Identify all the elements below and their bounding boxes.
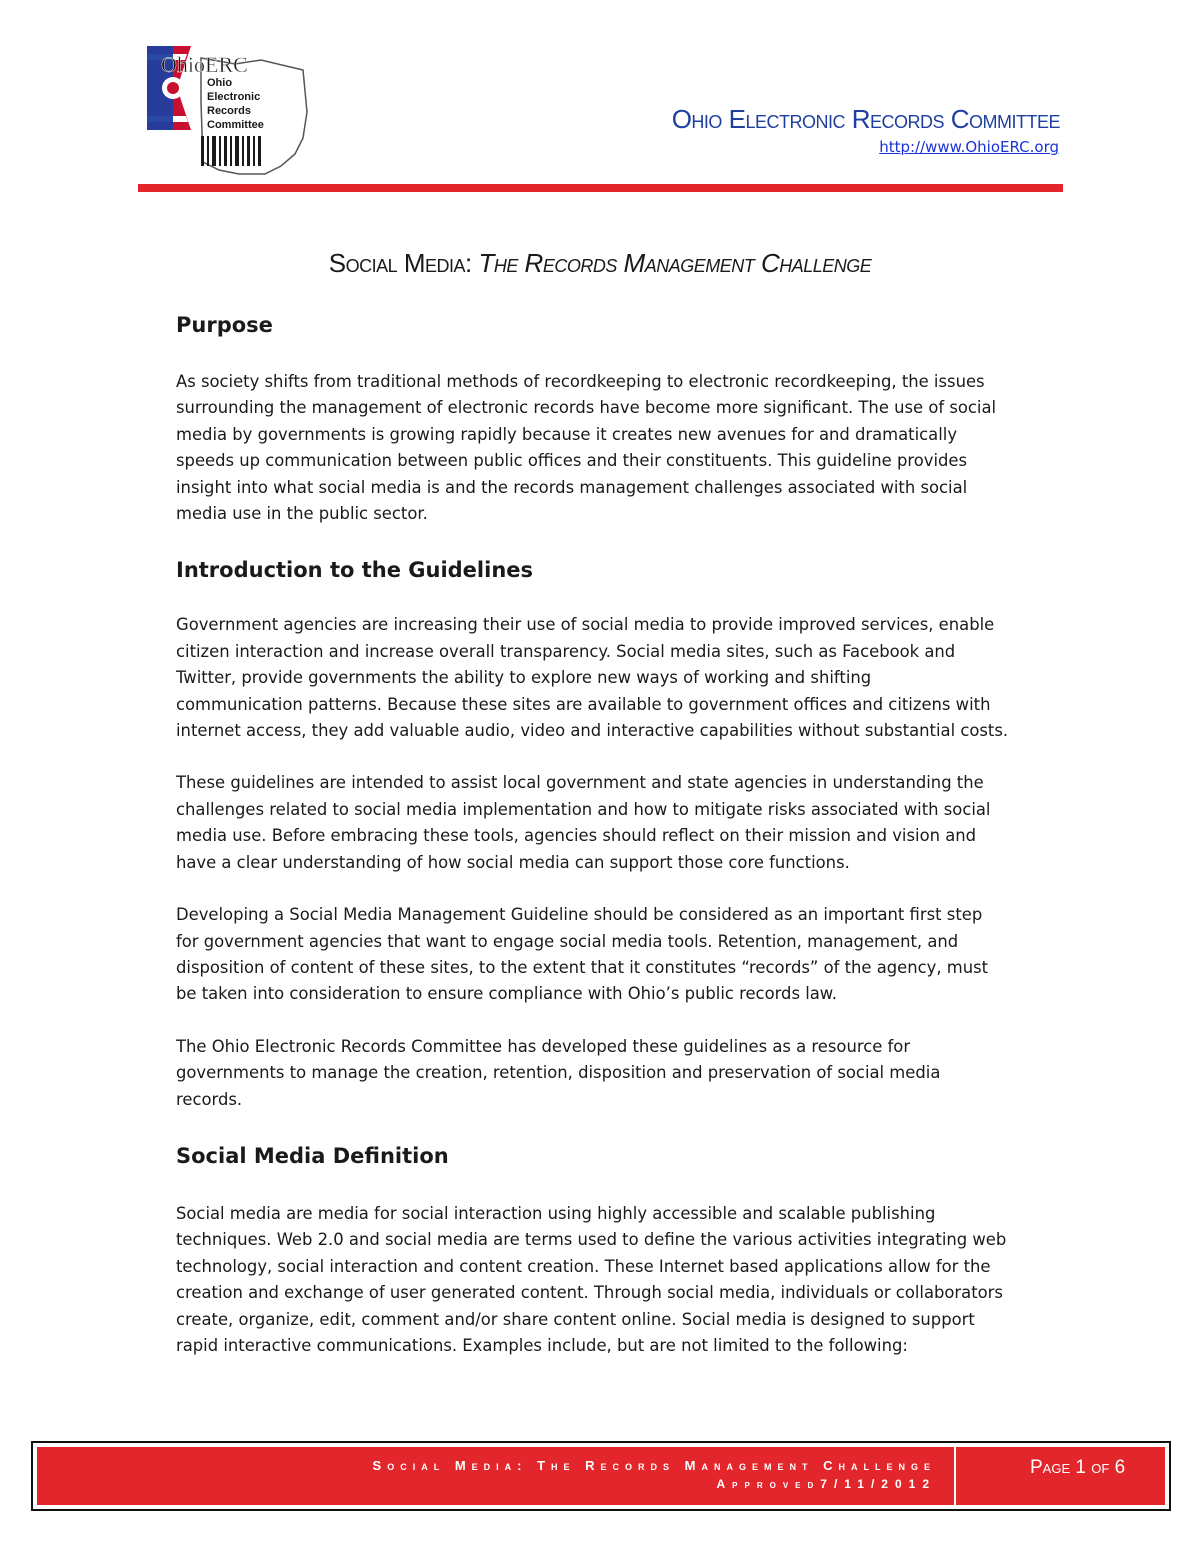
section-heading-definition: Social Media Definition xyxy=(176,1143,449,1168)
document-title-part1: Social Media: xyxy=(328,248,479,278)
paragraph: Social media are media for social interaction using highly accessible and scalable publishing techniques. Web 2.0 and social media are terms used to define the various activities integrating web technology, social interaction and content creation. These Internet based applications allow for the creation and exchange of user generated content. Through social media, individuals or collaborators create, organize, edit, comment and/or share content online. Social media is designed to support rapid interactive communications. Examples include, but are not limited to the following: xyxy=(176,1203,1007,1355)
footer-divider xyxy=(954,1447,956,1505)
document-body xyxy=(176,310,1066,1359)
section-introduction xyxy=(176,555,1066,1113)
section-definition xyxy=(176,1141,1066,1359)
paragraph: Government agencies are increasing their use of social media to provide improved services, enable citizen interaction and increase overall transparency. Social media sites, such as Facebook and Twitter, provide governments the ability to explore new ways of working and shifting communication patterns. Because these sites are available to government offices and citizens with internet access, they add valuable audio, video and interactive capabilities without substantial costs. xyxy=(176,615,1009,741)
org-url-link[interactable]: http://www.OhioERC.org xyxy=(879,138,1059,156)
section-purpose xyxy=(176,310,1066,527)
logo-line-1: Ohio xyxy=(207,77,233,89)
logo-line-3: Records xyxy=(207,105,252,117)
logo-acronym: OhioERC xyxy=(161,52,248,77)
logo-line-4: Committee xyxy=(207,119,264,131)
paragraph: As society shifts from traditional methods of recordkeeping to electronic recordkeeping, the issues surrounding the management of electronic records have become more significant. The use of social media by governments is growing rapidly because it creates new avenues for and dramatically speeds up communication between public offices and their constituents. This guideline provides insight into what social media is and the records management challenges associated with social media use in the public sector. xyxy=(176,372,997,524)
footer-approved-date: Approved7/11/2012 xyxy=(716,1477,936,1491)
section-heading-purpose: Purpose xyxy=(176,313,273,337)
footer-title: Social Media: The Records Management Challenge xyxy=(372,1458,936,1473)
barcode-icon xyxy=(201,136,261,166)
header-rule xyxy=(138,184,1063,192)
document-title-part2: The Records Management Challenge xyxy=(478,248,872,278)
logo-line-2: Electronic xyxy=(207,91,261,103)
ohioerc-logo xyxy=(143,42,313,177)
section-heading-introduction: Introduction to the Guidelines xyxy=(176,558,534,583)
paragraph: These guidelines are intended to assist local government and state agencies in understanding the challenges related to social media implementation and how to mitigate risks associated with social media use. Before embracing these tools, agencies should reflect on their mission and vision and have a clear understanding of how social media can support those core functions. xyxy=(176,773,991,872)
document-title xyxy=(0,248,1200,279)
org-name: Ohio Electronic Records Committee xyxy=(671,104,1060,134)
paragraph: Developing a Social Media Management Guideline should be considered as an important first step for government agencies that want to engage social media tools. Retention, management, and disposition of content of these sites, to the extent that it constitutes “records” of the agency, must be taken into consideration to ensure compliance with Ohio’s public records law. xyxy=(176,905,989,1004)
paragraph: The Ohio Electronic Records Committee has developed these guidelines as a resource for governments to manage the creation, retention, disposition and preservation of social media records. xyxy=(176,1036,941,1109)
footer-page-number: Page 1 of 6 xyxy=(1030,1457,1126,1478)
footer-bar xyxy=(37,1447,1165,1505)
